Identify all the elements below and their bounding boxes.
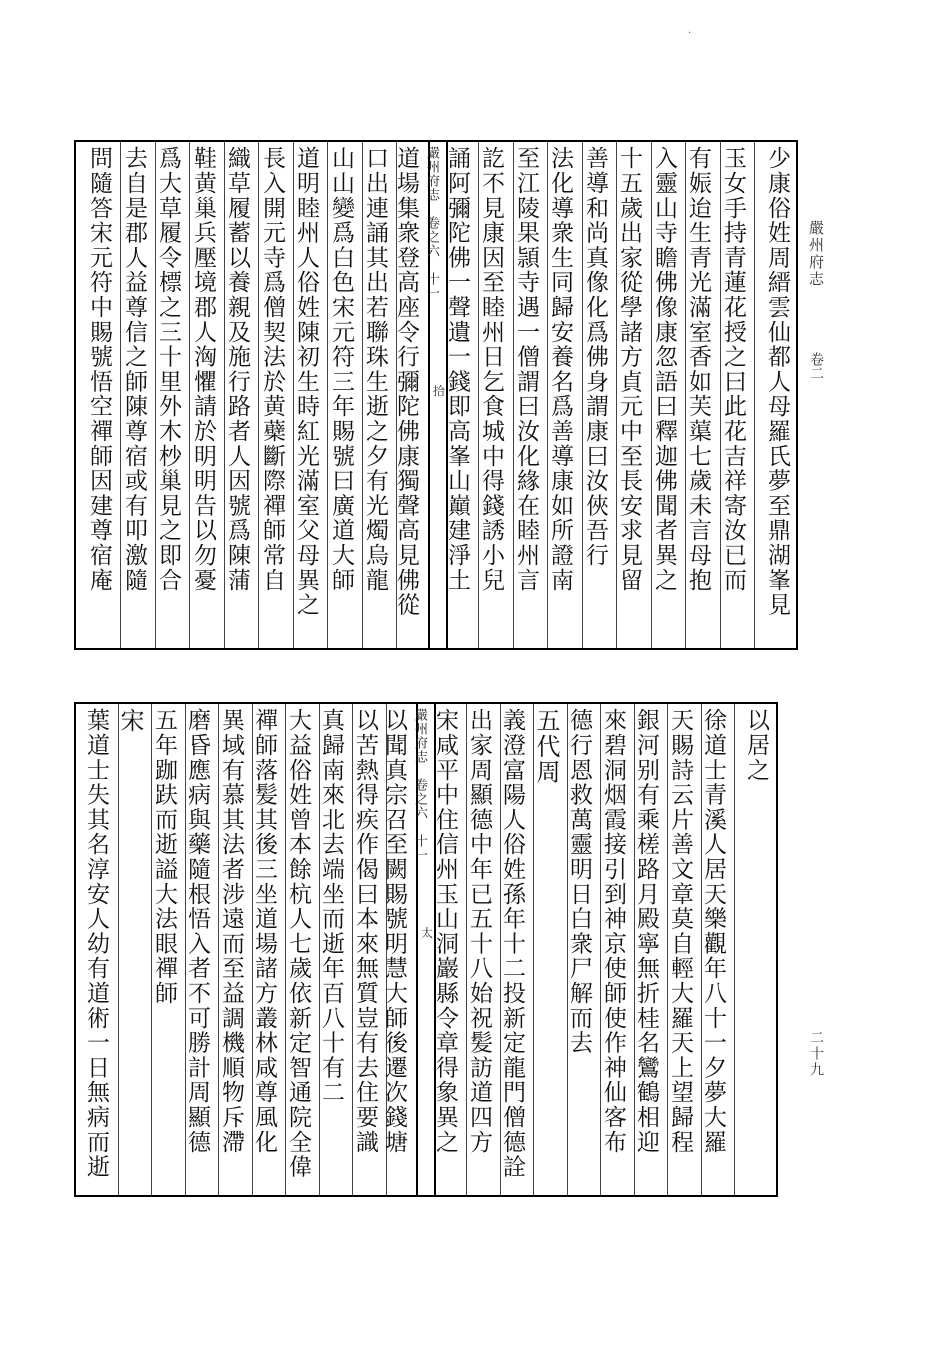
text-column: 有娠迨生青光滿室香如芙蕖七歲未言母抱 [685, 146, 711, 593]
text-column: 來碧洞烟霞接引到神京使師使作神仙客布 [600, 708, 626, 1155]
text-column: 銀河别有乘槎路月殿寧無折桂名鸞鶴相迎 [633, 708, 659, 1155]
text-column: 訖不見康因至睦州日乞食城中得錢誘小兒 [478, 146, 504, 593]
text-column: 織草履蓄以養親及施行路者人因號爲陳蒲 [224, 146, 250, 593]
section-heading: 宋 [116, 708, 144, 734]
text-column: 口出連誦其出若聯珠生逝之夕有光燭烏龍 [362, 146, 388, 593]
text-column: 德行恩救萬靈明日白衆尸解而去 [566, 708, 592, 1056]
fold-header: 嚴州府志 卷之六 十一 [412, 708, 427, 862]
text-column: 禪師落髪其後三坐道場諸方叢林咸尊風化 [251, 708, 277, 1155]
top-panel [74, 140, 798, 650]
text-column: 法化導衆生同歸安養名爲善導康如所證南 [547, 146, 573, 593]
text-column: 少康俗姓周縉雲仙都人母羅氏夢至鼎湖峯見 [764, 146, 790, 618]
text-column: 入靈山寺瞻佛像康忽語曰釋迦佛聞者異之 [651, 146, 677, 593]
text-column: 以聞真宗召至闕賜號明慧大師後遷次錢塘 [381, 708, 407, 1155]
side-page-number: 二十九 [808, 1030, 824, 1078]
text-column: 天賜詩云片善文章莫自輕大羅天上望歸程 [667, 708, 693, 1155]
side-title: 嚴州府志 [807, 220, 825, 288]
text-column: 玉女手持青蓮花授之曰此花吉祥寄汝已而 [720, 146, 746, 593]
section-heading: 五代周 [532, 708, 560, 786]
text-column: 善導和尚真像化爲佛身謂康曰汝俠吾行 [582, 146, 608, 568]
text-column: 義澄富陽人俗姓孫年十二投新定龍門僧德詮 [499, 708, 525, 1180]
text-column: 山山變爲白色宋元符三年賜號曰廣道大師 [328, 146, 354, 593]
text-column: 道明睦州人俗姓陳初生時紅光滿室父母異之 [293, 146, 319, 618]
fold-ornament: 太 [421, 926, 434, 940]
text-column: 以苦熱得疾作偈曰本來無質豈有去住要識 [352, 708, 378, 1155]
text-column: 真歸南來北去端坐而逝年百八十有二 [318, 708, 344, 1105]
text-column: 至江陵果頴寺遇一僧謂曰汝化緣在睦州言 [513, 146, 539, 593]
text-column: 十五歲出家從學諸方貞元中至長安求見留 [616, 146, 642, 593]
side-volume: 卷二 [808, 352, 824, 380]
fold-ornament: 拾 [433, 384, 446, 398]
fold-header: 嚴州府志 卷之六 十一 [424, 146, 439, 300]
text-column: 去自是郡人益尊信之師陳尊宿或有叩激隨 [121, 146, 147, 593]
text-column: 鞋黄巢兵壓境郡人洶懼請於明明告以勿憂 [190, 146, 216, 593]
text-column: 誦阿彌陀佛一聲遺一錢即高峯山巔建淨土 [444, 146, 470, 593]
text-column: 異域有慕其法者涉遠而至益調機順物斥滯 [218, 708, 244, 1155]
text-column: 五年跏趺而逝謚大法眼禪師 [151, 708, 177, 1006]
speck: · [688, 28, 692, 39]
text-column: 道場集衆登高座令行彌陀佛康獨聲高見佛從 [393, 146, 419, 618]
text-column: 以居之 [743, 708, 769, 783]
text-column: 大益俗姓曾本餘杭人七歲依新定智通院全偉 [285, 708, 311, 1180]
text-column: 爲大草履令標之三十里外木杪巢見之即合 [155, 146, 181, 593]
text-column: 問隨答宋元符中賜號悟空禪師因建尊宿庵 [86, 146, 112, 593]
text-column: 葉道士失其名淳安人幼有道術一日無病而逝 [83, 708, 109, 1180]
bottom-panel [74, 702, 778, 1197]
text-column: 長入開元寺爲僧契法於黄蘗斷際禪師常自 [259, 146, 285, 593]
text-column: 磨昏應病與藥隨根悟入者不可勝計周顯德 [184, 708, 210, 1155]
text-column: 出家周顯德中年已五十八始祝髪訪道四方 [466, 708, 492, 1155]
text-column: 徐道士青溪人居天樂觀年八十一夕夢大羅 [700, 708, 726, 1155]
text-column: 宋咸平中住信州玉山洞巖縣令章得象異之 [432, 708, 458, 1155]
